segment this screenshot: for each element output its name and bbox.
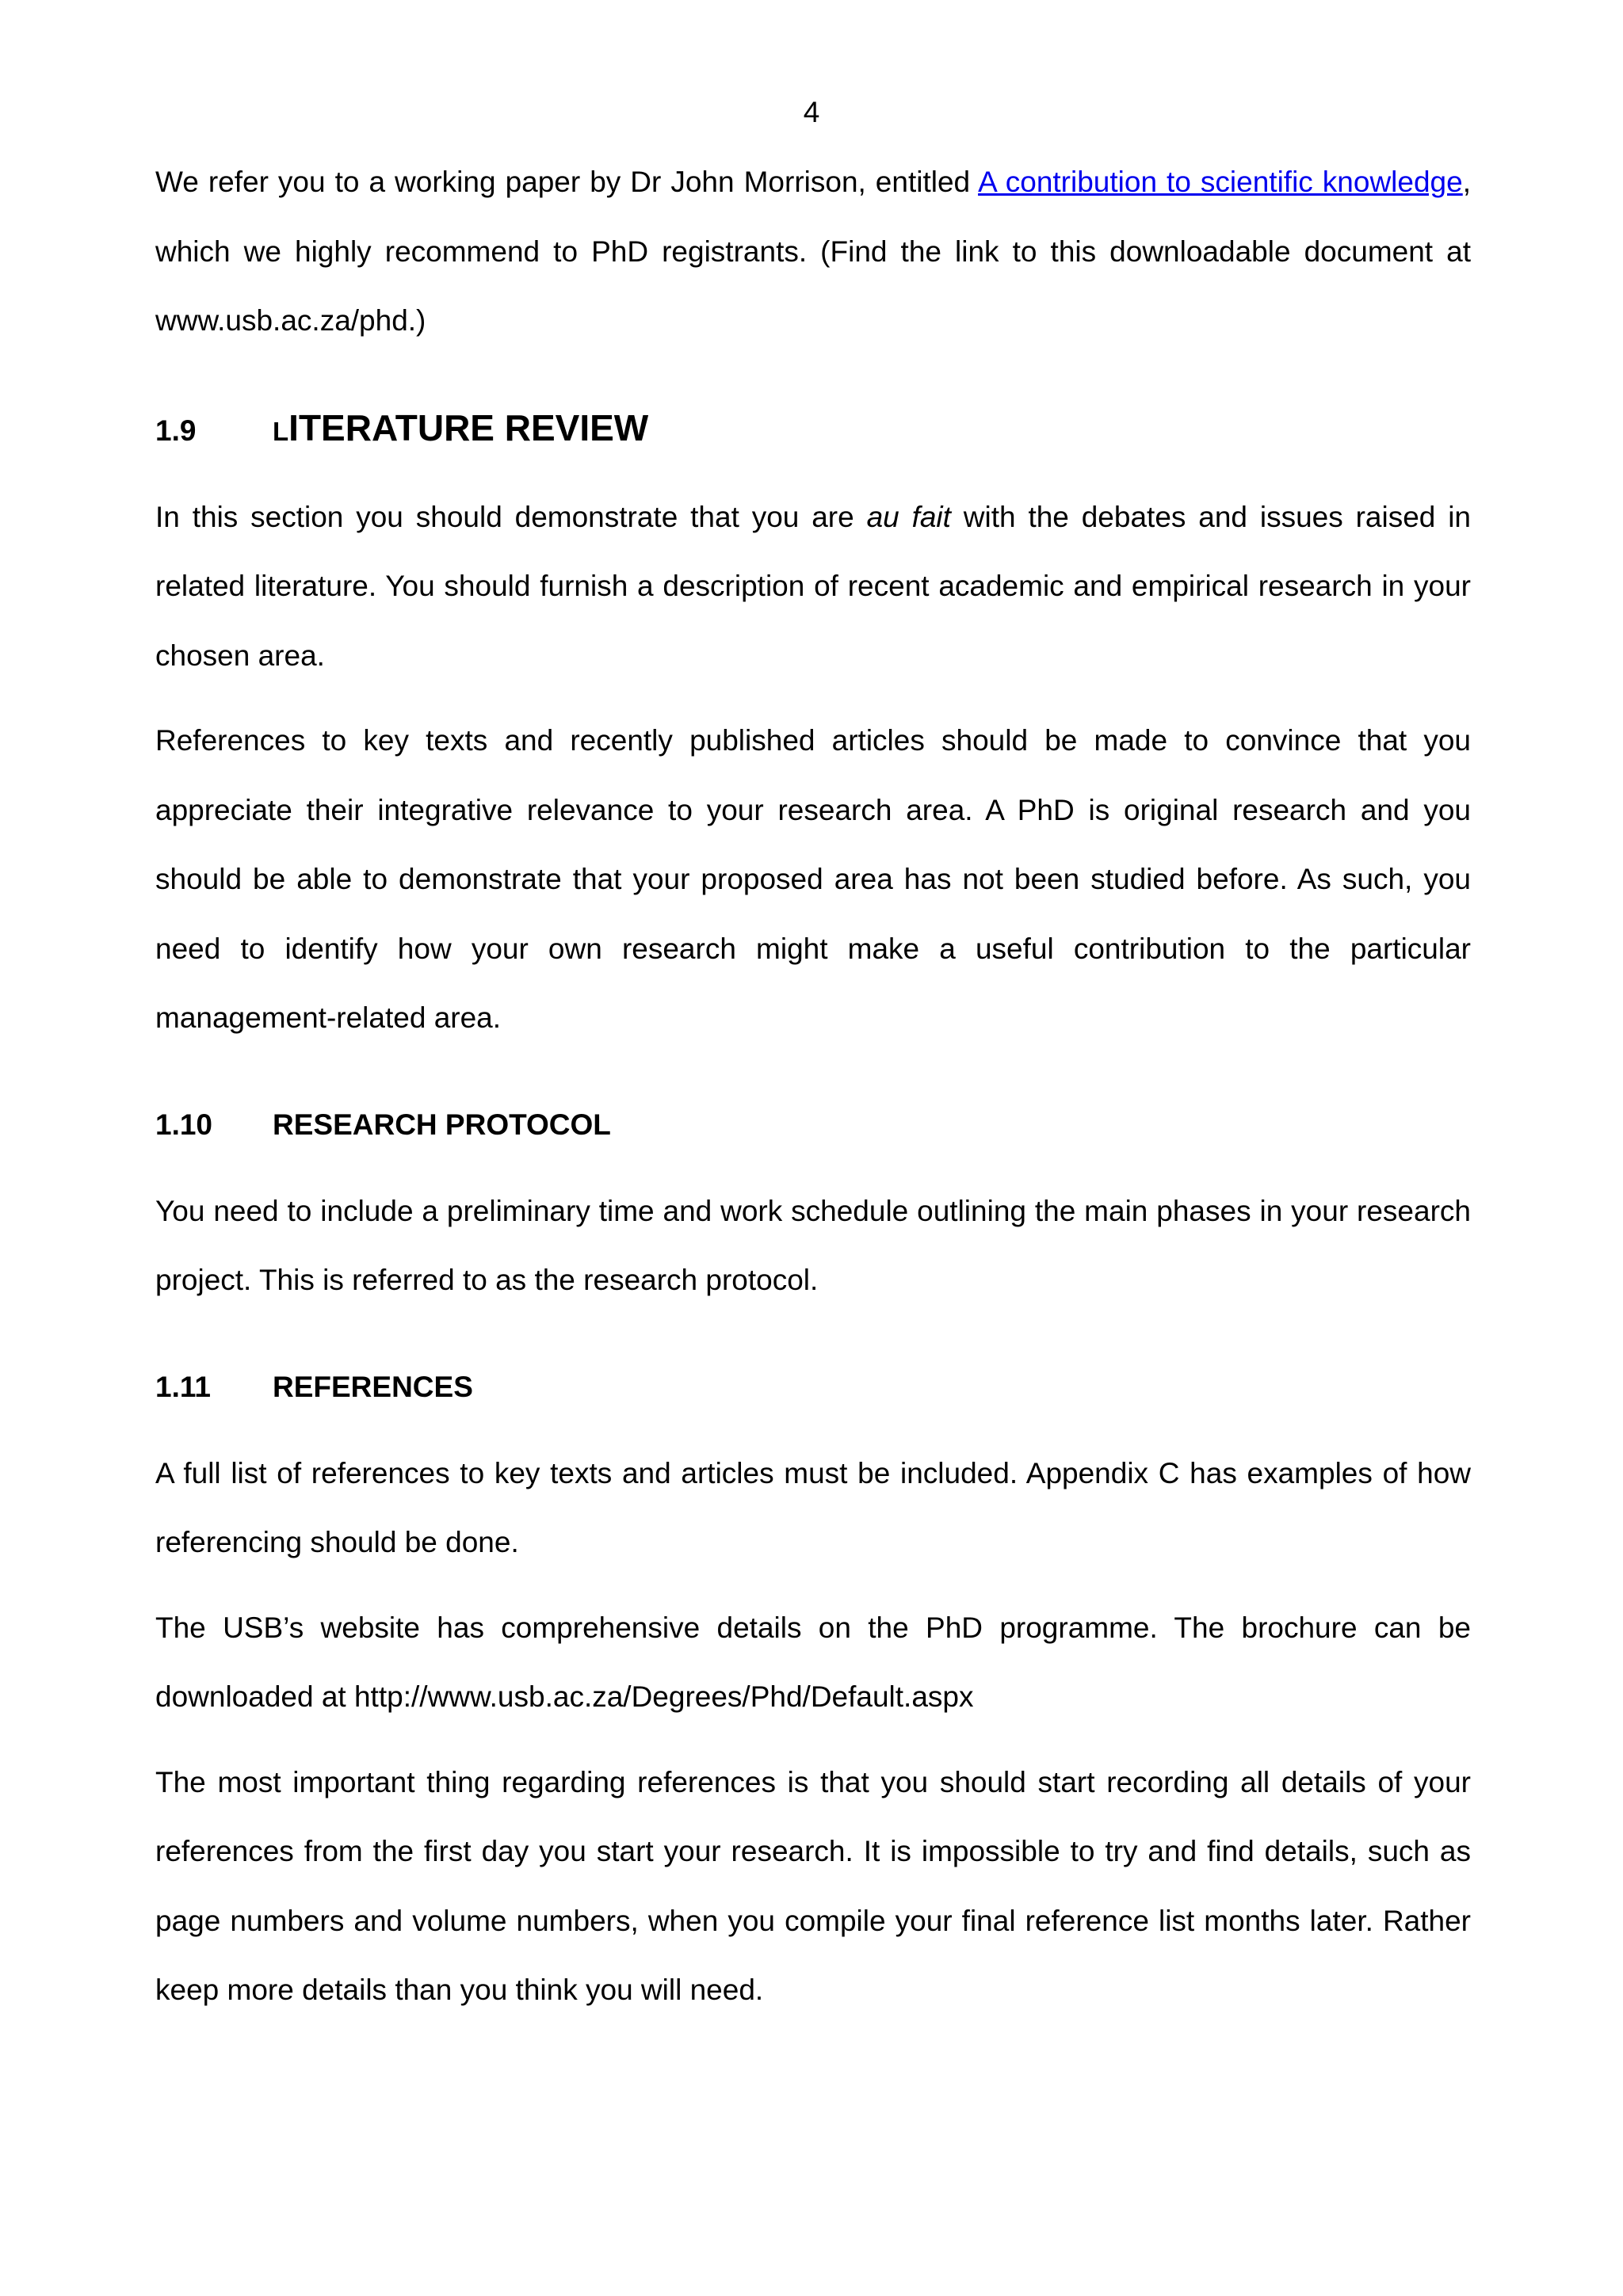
literature-paragraph-1 <box>155 482 1471 691</box>
section-title <box>273 406 648 449</box>
italic-term: au fait <box>866 500 951 533</box>
section-title: RESEARCH PROTOCOL <box>273 1108 611 1141</box>
text-span: In this section you should demonstrate that you are <box>155 500 867 533</box>
section-title: REFERENCES <box>273 1370 473 1403</box>
intro-paragraph <box>155 147 1471 356</box>
section-number: 1.9 <box>155 414 197 447</box>
literature-paragraph-2: References to key texts and recently published articles should be made to convince that you appreciate their integrative relevance to your research area. A PhD is original research and you should be able to demonstrate that your proposed area has not been studied before. As such, you need to identify how your own research might make a useful contribution to the particular management-related area. <box>155 724 1471 1034</box>
section-number: 1.10 <box>155 1108 213 1141</box>
section-heading-references <box>155 1371 1471 1404</box>
section-title-first-letter: L <box>273 416 289 446</box>
contribution-paper-link[interactable]: A contribution to scientific knowledge <box>978 166 1463 198</box>
intro-text-before-link: We refer you to a working paper by Dr John Morrison, entitled <box>155 166 979 198</box>
references-paragraph-3: The most important thing regarding references is that you should start recording all details of your references from the first day you start your research. It is impossible to try and find details, such as page numbers and volume numbers, when you compile your final reference list months later. Rather keep more details than you think you will need. <box>155 1765 1471 2006</box>
section-heading-research-protocol <box>155 1108 1471 1142</box>
references-paragraph-1: A full list of references to key texts and articles must be included. Appendix C has examples of how referencing should be done. <box>155 1456 1471 1558</box>
intro-text-after-link: , which we highly recommend to PhD registrants. (Find the link to this downloadable document at www.usb.ac.za/phd.) <box>155 166 1471 337</box>
page-number: 4 <box>803 96 820 128</box>
section-number: 1.11 <box>155 1370 211 1403</box>
research-protocol-paragraph: You need to include a preliminary time and work schedule outlining the main phases in your research project. This is referred to as the research protocol. <box>155 1194 1471 1296</box>
references-paragraph-2: The USB’s website has comprehensive details on the PhD programme. The brochure can be downloaded at http://www.usb.ac.za/Degrees/Phd/Default.aspx <box>155 1611 1471 1713</box>
document-body <box>155 147 1471 2041</box>
text-span: with the debates and issues raised in related literature. You should furnish a description of recent academic and empirical research in your chosen area. <box>155 500 1471 672</box>
section-title-rest: ITERATURE REVIEW <box>288 406 649 448</box>
section-heading-literature-review <box>155 406 1471 449</box>
